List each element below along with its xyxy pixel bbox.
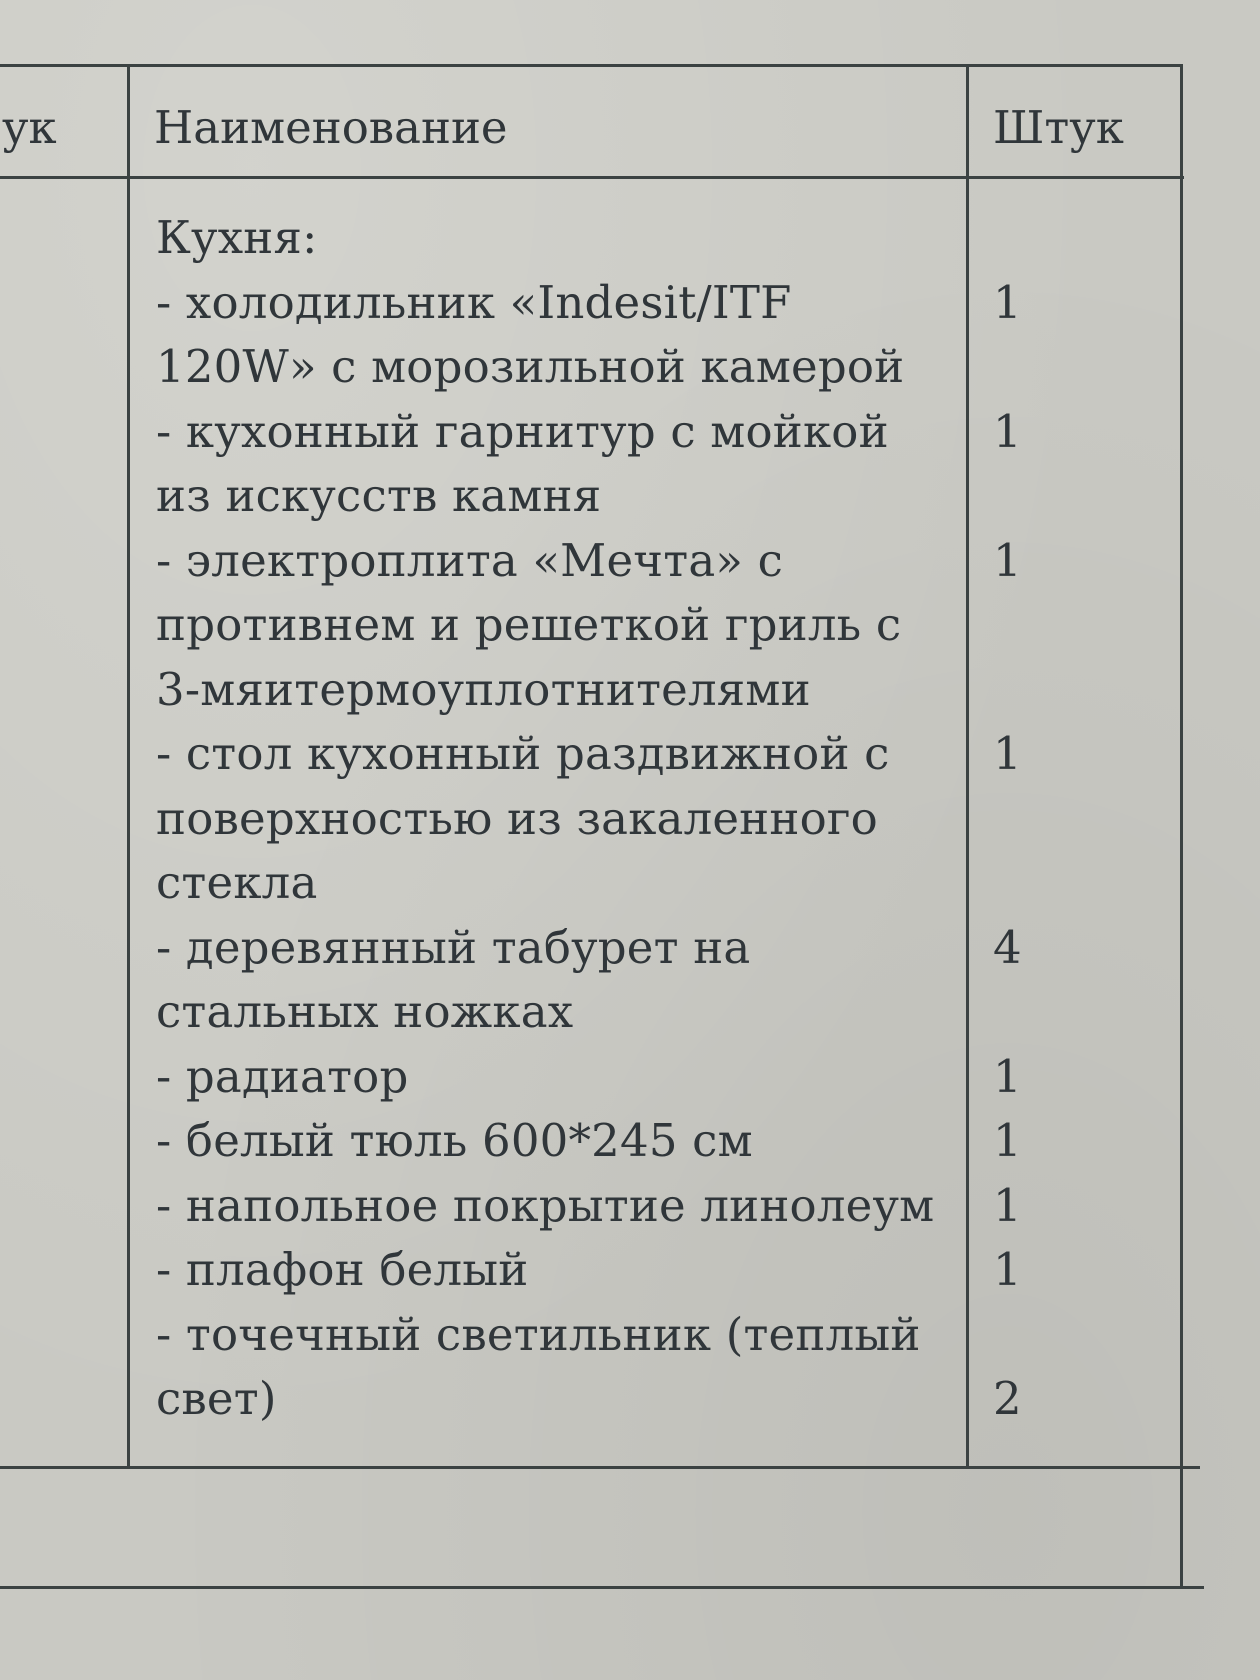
item-line: - напольное покрытие линолеум	[156, 1178, 935, 1232]
item-qty: 2	[993, 1372, 1022, 1425]
item-line: - точечный светильник (теплый	[156, 1307, 921, 1361]
item-line: поверхностью из закаленного	[156, 791, 878, 845]
item-qty: 1	[993, 1049, 1022, 1103]
table-right-border	[1180, 64, 1183, 1589]
item-line: - кухонный гарнитур с мойкой	[156, 404, 889, 458]
item-line: - плафон белый	[156, 1243, 529, 1296]
item-qty: 1	[993, 727, 1022, 780]
item-qty: 1	[993, 1178, 1022, 1232]
item-qty: 1	[993, 1114, 1022, 1167]
item-line: свет)	[156, 1372, 277, 1425]
left-header-fragment: ук	[2, 101, 57, 154]
qty-column-divider	[966, 64, 969, 1469]
item-qty: 1	[993, 533, 1022, 587]
item-line: - деревянный табурет на	[156, 920, 751, 974]
header-qty: Штук	[993, 101, 1124, 154]
item-line: противнем и решеткой гриль с	[156, 598, 902, 651]
item-line: - стол кухонный раздвижной с	[156, 727, 890, 780]
item-line: 120W» с морозильной камерой	[156, 340, 905, 393]
table-top-border	[0, 64, 1182, 67]
item-line: из искусств камня	[156, 469, 602, 522]
item-line: 3-мяитермоуплотнителями	[156, 662, 811, 716]
item-qty: 1	[993, 1243, 1022, 1296]
table-last-row-bottom-border	[0, 1586, 1204, 1589]
item-qty: 1	[993, 275, 1022, 329]
header-bottom-border	[0, 176, 1184, 179]
item-line: стекла	[156, 856, 318, 909]
item-qty: 1	[993, 404, 1022, 458]
left-column-divider	[127, 64, 130, 1469]
item-line: - холодильник «Indesit/ITF	[156, 275, 792, 329]
item-line: - белый тюль 600*245 см	[156, 1114, 753, 1167]
table-body-bottom-border	[0, 1466, 1200, 1469]
item-line: - радиатор	[156, 1049, 409, 1103]
header-name: Наименование	[154, 101, 508, 154]
section-title: Кухня:	[156, 211, 318, 264]
item-qty: 4	[993, 920, 1022, 974]
item-line: - электроплита «Мечта» с	[156, 533, 783, 587]
item-line: стальных ножках	[156, 985, 574, 1038]
